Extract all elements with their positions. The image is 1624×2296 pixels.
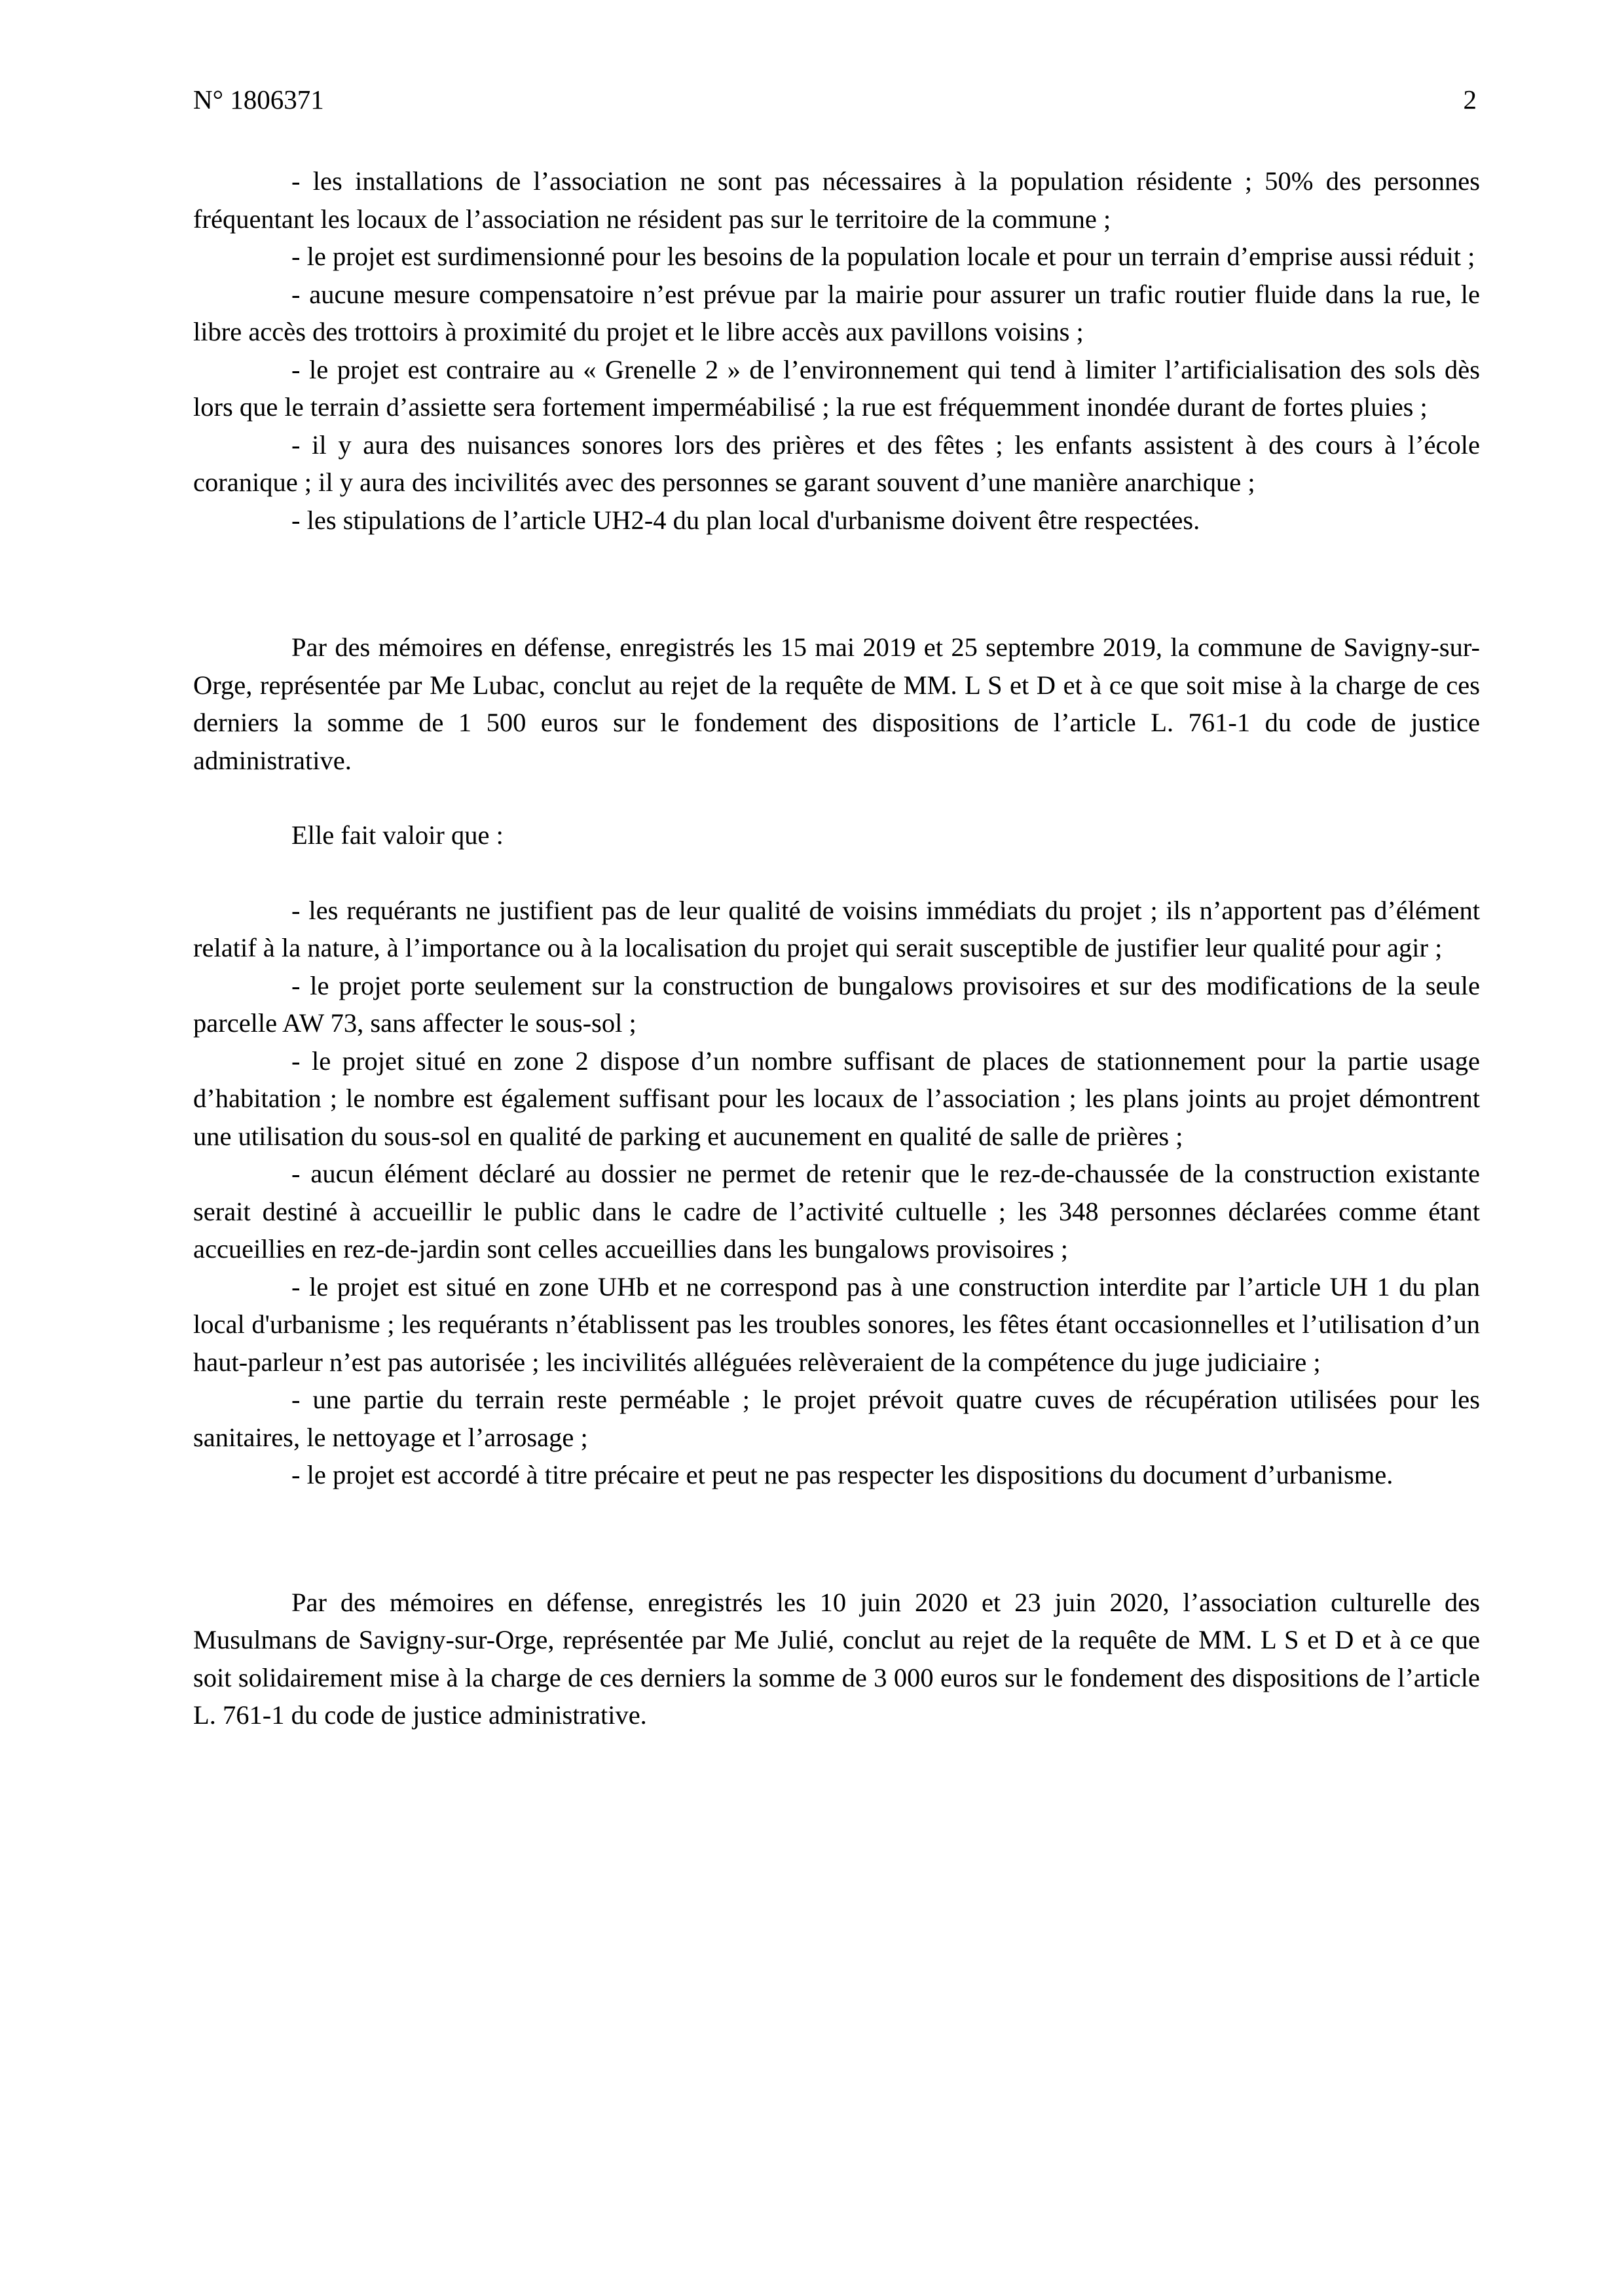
commune-argument-item: - le projet porte seulement sur la construction de bungalows provisoires et sur des modifications de la seule parcelle AW 73, sans affecter le sous-sol ; (193, 970, 1480, 1038)
case-number: N° 1806371 (193, 84, 324, 115)
grievance-item: - il y aura des nuisances sonores lors des prières et des fêtes ; les enfants assistent à des cours à l’école coranique ; il y aura des incivilités avec des personnes se garant souvent d’une manière anarchique ; (193, 429, 1480, 497)
commune-intro-line: Elle fait valoir que : (291, 820, 504, 850)
commune-argument-item: - une partie du terrain reste perméable ; le projet prévoit quatre cuves de récupération utilisées pour les sanitaires, le nettoyage et l’arrosage ; (193, 1385, 1480, 1452)
commune-argument-item: - le projet est situé en zone UHb et ne correspond pas à une construction interdite par l’article UH 1 du plan local d'urbanisme ; les requérants n’établissent pas les troubles sonores, les fêtes étant occasionnelles et l’utilisation d’un haut-parleur n’est pas autorisée ; les incivilités alléguées relèveraient de la compétence du juge judiciaire ; (193, 1271, 1480, 1377)
block-spacer (193, 779, 1480, 816)
document-body (193, 162, 1480, 1734)
grievance-item: - le projet est contraire au « Grenelle 2 » de l’environnement qui tend à limiter l’artificialisation des sols dès lors que le terrain d’assiette sera fortement imperméabilisé ; la rue est fréquemment inondée durant de fortes pluies ; (193, 354, 1480, 422)
grievance-item: - aucune mesure compensatoire n’est prévue par la mairie pour assurer un trafic routier fluide dans la rue, le libre accès des trottoirs à proximité du projet et le libre accès aux pavillons voisins ; (193, 279, 1480, 346)
commune-argument-item: - le projet est accordé à titre précaire et peut ne pas respecter les dispositions du document d’urbanisme. (291, 1460, 1393, 1489)
commune-argument-item: - le projet situé en zone 2 dispose d’un nombre suffisant de places de stationnement pour la partie usage d’habitation ; le nombre est également suffisant pour les locaux de l’association ; les plans joints au projet démontrent une utilisation du sous-sol en qualité de parking et aucunement en qualité de salle de prières ; (193, 1046, 1480, 1151)
block-spacer (193, 1494, 1480, 1584)
page-number: 2 (1463, 84, 1477, 115)
block-spacer (193, 854, 1480, 892)
block-spacer (193, 539, 1480, 629)
association-defense-paragraph: Par des mémoires en défense, enregistrés les 10 juin 2020 et 23 juin 2020, l’association culturelle des Musulmans de Savigny-sur-Orge, représentée par Me Julié, conclut au rejet de la requête de MM. L S et D et à ce que soit solidairement mise à la charge de ces derniers la somme de 3 000 euros sur le fondement des dispositions de l’article L. 761-1 du code de justice administrative. (193, 1587, 1480, 1730)
grievance-item: - le projet est surdimensionné pour les besoins de la population locale et pour un terrain d’emprise aussi réduit ; (291, 242, 1475, 271)
grievance-item: - les stipulations de l’article UH2-4 du plan local d'urbanisme doivent être respectées. (291, 505, 1200, 535)
page-header (193, 84, 1477, 116)
commune-defense-paragraph: Par des mémoires en défense, enregistrés les 15 mai 2019 et 25 septembre 2019, la commune de Savigny-sur-Orge, représentée par Me Lubac, conclut au rejet de la requête de MM. L S et D et à ce que soit mise à la charge de ces derniers la somme de 1 500 euros sur le fondement des dispositions de l’article L. 761-1 du code de justice administrative. (193, 632, 1480, 775)
grievance-item: - les installations de l’association ne sont pas nécessaires à la population résidente ; 50% des personnes fréquentant les locaux de l’association ne résident pas sur le territoire de la commune ; (193, 166, 1480, 234)
commune-argument-item: - aucun élément déclaré au dossier ne permet de retenir que le rez-de-chaussée de la construction existante serait destiné à accueillir le public dans le cadre de l’activité cultuelle ; les 348 personnes déclarées comme étant accueillies en rez-de-jardin sont celles accueillies dans les bungalows provisoires ; (193, 1159, 1480, 1264)
commune-argument-item: - les requérants ne justifient pas de leur qualité de voisins immédiats du projet ; ils n’apportent pas d’élément relatif à la nature, à l’importance ou à la localisation du projet qui serait susceptible de justifier leur qualité pour agir ; (193, 895, 1480, 962)
